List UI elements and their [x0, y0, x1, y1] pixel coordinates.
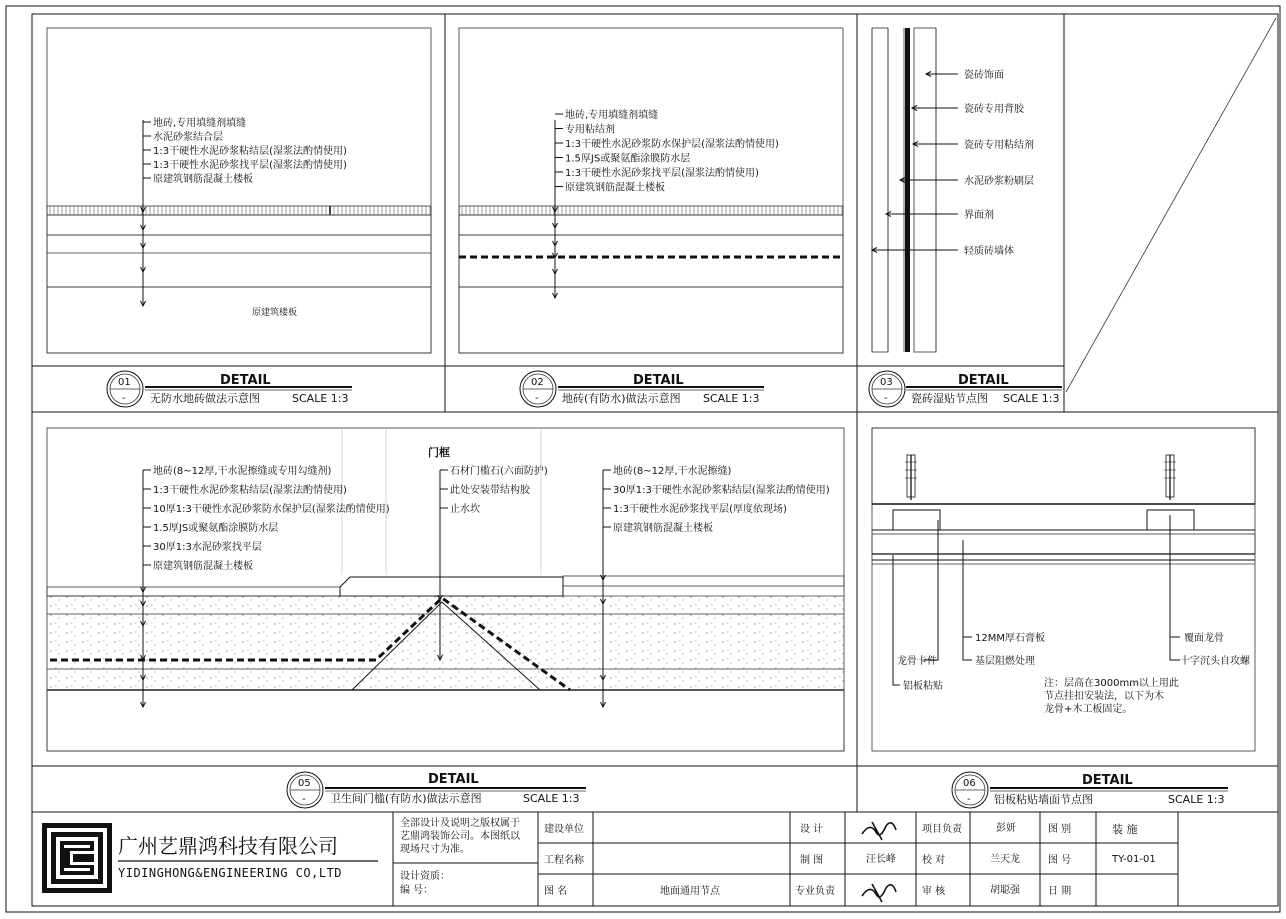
- detail-title: DETAIL: [428, 772, 479, 787]
- caption-detail-06: [952, 772, 1228, 808]
- detail-03-label-6: 轻质砖墙体: [964, 246, 1014, 257]
- detail-06-gypsum-label: 12MM厚石膏板: [975, 633, 1045, 644]
- detail-05-right-label-4: 原建筑钢筋混凝土楼板: [613, 523, 713, 534]
- detail-01: [47, 28, 431, 353]
- draft-value: 汪长峰: [866, 854, 896, 865]
- date-label: 日 期: [1048, 886, 1072, 897]
- spec-label: 专业负责: [795, 886, 835, 897]
- check-label: 校 对: [922, 855, 946, 866]
- detail-caption: 地砖(有防水)做法示意图: [562, 392, 681, 405]
- detail-scale: SCALE 1:3: [523, 792, 580, 805]
- detail-caption: 铝板粘贴墙面节点图: [994, 793, 1093, 806]
- detail-number: 06: [963, 778, 976, 789]
- detail-03-label-2: 瓷砖专用背胶: [964, 104, 1024, 115]
- detail-05-right-label-1: 地砖(8~12厚,干水泥擦缝): [613, 466, 732, 477]
- draft-label: 制 图: [800, 855, 824, 866]
- detail-05-left-label-6: 原建筑钢筋混凝土楼板: [153, 561, 253, 572]
- detail-05-right-label-3: 1:3干硬性水泥砂浆找平层(厚度依现场): [613, 504, 787, 515]
- door-frame-label: 门框: [428, 446, 450, 459]
- code-label: 编 号：: [400, 885, 434, 896]
- detail-05-left-label-1: 地砖(8~12厚,干水泥擦缝或专用勾缝剂): [153, 466, 332, 477]
- detail-02-label-2: 专用粘结剂: [565, 124, 615, 136]
- spec-signature: [862, 884, 896, 902]
- detail-03-label-1: 瓷砖饰面: [964, 70, 1004, 81]
- detail-sub: -: [884, 393, 888, 404]
- qualification-label: 设计资质：: [400, 871, 450, 882]
- detail-scale: SCALE 1:3: [292, 392, 349, 405]
- design-label: 设 计: [800, 824, 824, 835]
- detail-06-cover-label: 覆面龙骨: [1184, 633, 1224, 644]
- review-label: 审 核: [922, 886, 946, 897]
- company-name-cn: 广州艺鼎鸿科技有限公司: [118, 834, 338, 858]
- slab-label: 原建筑楼板: [252, 308, 298, 318]
- detail-number: 05: [298, 778, 311, 789]
- detail-06-base-label: 基层阻燃处理: [975, 656, 1035, 667]
- detail-number: 01: [118, 377, 131, 388]
- detail-05-mid-label-3: 止水坎: [450, 504, 480, 515]
- detail-title: DETAIL: [220, 373, 271, 388]
- number-value: TY-01-01: [1112, 854, 1156, 865]
- detail-number: 02: [531, 377, 544, 388]
- detail-01-label-5: 原建筑钢筋混凝土楼板: [153, 174, 253, 185]
- detail-05-right-label-2: 30厚1:3干硬性水泥砂浆粘结层(湿浆法酌情使用): [613, 485, 830, 496]
- detail-title: DETAIL: [958, 373, 1009, 388]
- drawing-name-value: 地面通用节点: [660, 886, 720, 897]
- caption-detail-03: [869, 371, 1062, 407]
- detail-scale: SCALE 1:3: [1003, 392, 1060, 405]
- detail-05-mid-label-2: 此处安装带结构胶: [450, 485, 530, 496]
- detail-05-left-label-3: 10厚1:3干硬性水泥砂浆防水保护层(湿浆法酌情使用): [153, 504, 390, 515]
- detail-03-label-4: 水泥砂浆粉刷层: [964, 176, 1034, 187]
- detail-03-label-3: 瓷砖专用粘结剂: [964, 140, 1034, 151]
- copyright-line-2: 艺鼎鸿装饰公司。本图纸以: [400, 831, 520, 842]
- detail-05-mid-label-1: 石材门槛石(六面防护): [450, 466, 548, 477]
- caption-detail-05: [287, 772, 586, 808]
- copyright-line-3: 现场尺寸为准。: [400, 844, 470, 855]
- check-value: 兰天龙: [990, 854, 1020, 865]
- title-block: [42, 812, 1178, 906]
- detail-01-label-2: 水泥砂浆结合层: [153, 132, 223, 143]
- caption-detail-01: [107, 371, 352, 407]
- detail-sub: -: [122, 393, 126, 404]
- detail-03-label-5: 界面剂: [964, 210, 994, 221]
- detail-01-label-1: 地砖,专用填缝剂填缝: [153, 118, 247, 129]
- pm-label: 项目负责: [922, 824, 962, 835]
- empty-panel-diagonal: [1066, 18, 1276, 392]
- detail-05-left-label-4: 1.5厚JS或聚氨酯涂膜防水层: [153, 523, 279, 534]
- anchor-bolt-left: [905, 455, 917, 500]
- detail-02: [459, 28, 843, 353]
- detail-sub: -: [302, 794, 306, 805]
- category-value: 装 施: [1112, 823, 1138, 836]
- company-logo: [42, 823, 112, 893]
- detail-number: 03: [880, 377, 893, 388]
- anchor-bolt-right: [1164, 455, 1176, 500]
- detail-caption: 无防水地砖做法示意图: [150, 392, 260, 405]
- drawing-name-label: 图 名: [544, 886, 568, 897]
- build-unit-label: 建设单位: [544, 824, 584, 835]
- detail-01-label-4: 1:3干硬性水泥砂浆找平层(湿浆法酌情使用): [153, 160, 347, 171]
- detail-01-label-3: 1:3干硬性水泥砂浆粘结层(湿浆法酌情使用): [153, 146, 347, 157]
- detail-scale: SCALE 1:3: [1168, 793, 1225, 806]
- pm-value: 彭妍: [996, 823, 1016, 834]
- detail-02-label-4: 1.5厚JS或聚氨酯涂膜防水层: [565, 153, 691, 165]
- detail-06: [872, 428, 1255, 751]
- detail-02-label-3: 1:3干硬性水泥砂浆防水保护层(湿浆法酌情使用): [565, 139, 779, 150]
- detail-02-label-1: 地砖,专用填缝剂填缝: [565, 110, 659, 121]
- detail-title: DETAIL: [633, 373, 684, 388]
- detail-02-label-5: 1:3干硬性水泥砂浆找平层(湿浆法酌情使用): [565, 168, 759, 179]
- project-name-label: 工程名称: [544, 855, 584, 866]
- detail-caption: 卫生间门槛(有防水)做法示意图: [330, 792, 482, 805]
- detail-02-label-6: 原建筑钢筋混凝土楼板: [565, 182, 665, 194]
- category-label: 图 别: [1048, 824, 1072, 835]
- caption-detail-02: [520, 371, 764, 407]
- detail-sub: -: [967, 794, 971, 805]
- detail-06-screw-label: 十字沉头自攻螺: [1180, 656, 1250, 667]
- number-label: 图 号: [1048, 855, 1072, 866]
- detail-05-left-label-2: 1:3干硬性水泥砂浆粘结层(湿浆法酌情使用): [153, 485, 347, 496]
- detail-03: [872, 28, 1034, 352]
- detail-06-note-line-1: 注：层高在3000mm以上用此: [1044, 678, 1179, 689]
- detail-06-alu-label: 铝板粘贴: [903, 681, 943, 692]
- detail-title: DETAIL: [1082, 773, 1133, 788]
- detail-06-clip-label: 龙骨卡件: [897, 656, 937, 667]
- company-name-en: YIDINGHONG&ENGINEERING CO,LTD: [118, 866, 343, 880]
- detail-05: [47, 428, 844, 751]
- review-value: 胡聪强: [990, 885, 1020, 896]
- detail-06-note-line-2: 节点挂扣安装法，以下为木: [1044, 691, 1164, 702]
- designer-signature: [862, 822, 896, 840]
- detail-caption: 瓷砖湿贴节点图: [911, 392, 988, 405]
- detail-scale: SCALE 1:3: [703, 392, 760, 405]
- detail-sub: -: [535, 393, 539, 404]
- detail-05-left-label-5: 30厚1:3水泥砂浆找平层: [153, 542, 262, 553]
- detail-06-note-line-3: 龙骨+木工板固定。: [1044, 704, 1133, 715]
- copyright-line-1: 全部设计及说明之版权属于: [400, 818, 520, 829]
